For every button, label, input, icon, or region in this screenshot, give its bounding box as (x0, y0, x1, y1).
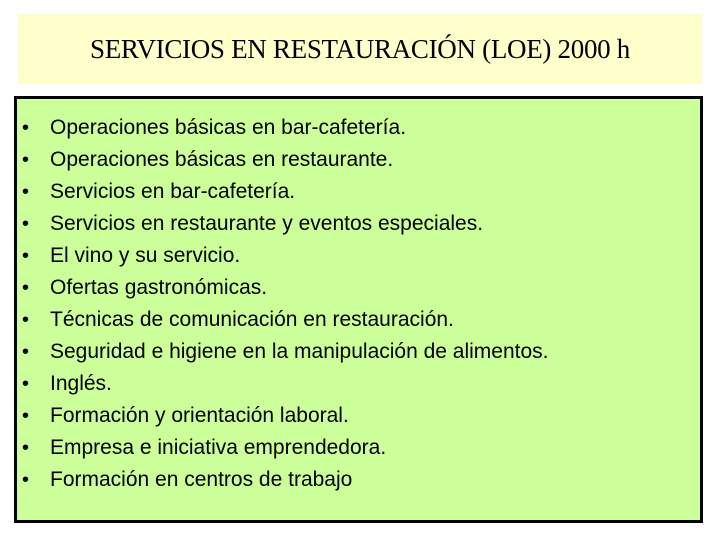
list-item-text: Empresa e iniciativa emprendedora. (50, 436, 387, 459)
list-item (17, 240, 700, 272)
list-item (17, 432, 700, 464)
list-item (17, 112, 700, 144)
list-item-text: Inglés. (50, 372, 112, 395)
list-item-text: Servicios en restaurante y eventos especiales. (50, 212, 484, 235)
title-box (18, 14, 702, 84)
list-item-text: Formación y orientación laboral. (50, 404, 349, 427)
module-list (17, 112, 700, 496)
list-item-text: El vino y su servicio. (50, 244, 241, 267)
list-item-text: Operaciones básicas en bar-cafetería. (50, 116, 407, 139)
list-item-text: Técnicas de comunicación en restauración. (50, 308, 454, 331)
bullet-icon: • (22, 373, 30, 395)
list-item-text: Formación en centros de trabajo (50, 468, 353, 491)
list-item (17, 464, 700, 496)
bullet-icon: • (22, 469, 30, 491)
list-item (17, 144, 700, 176)
bullet-icon: • (22, 405, 30, 427)
list-item (17, 176, 700, 208)
list-item-text: Seguridad e higiene en la manipulación de alimentos. (50, 340, 549, 363)
list-item-text: Operaciones básicas en restaurante. (50, 148, 394, 171)
bullet-icon: • (22, 341, 30, 363)
page-title: SERVICIOS EN RESTAURACIÓN (LOE) 2000 h (89, 33, 631, 64)
list-item (17, 272, 700, 304)
bullet-icon: • (22, 245, 30, 267)
list-item-text: Ofertas gastronómicas. (50, 276, 268, 299)
bullet-icon: • (22, 213, 30, 235)
bullet-icon: • (22, 117, 30, 139)
list-item (17, 208, 700, 240)
list-item (17, 304, 700, 336)
list-item-text: Servicios en bar-cafetería. (50, 180, 296, 203)
bullet-icon: • (22, 181, 30, 203)
list-item (17, 400, 700, 432)
list-item (17, 336, 700, 368)
bullet-icon: • (22, 437, 30, 459)
list-item (17, 368, 700, 400)
bullet-icon: • (22, 309, 30, 331)
bullet-icon: • (22, 277, 30, 299)
bullet-icon: • (22, 149, 30, 171)
module-list-box (14, 96, 703, 523)
